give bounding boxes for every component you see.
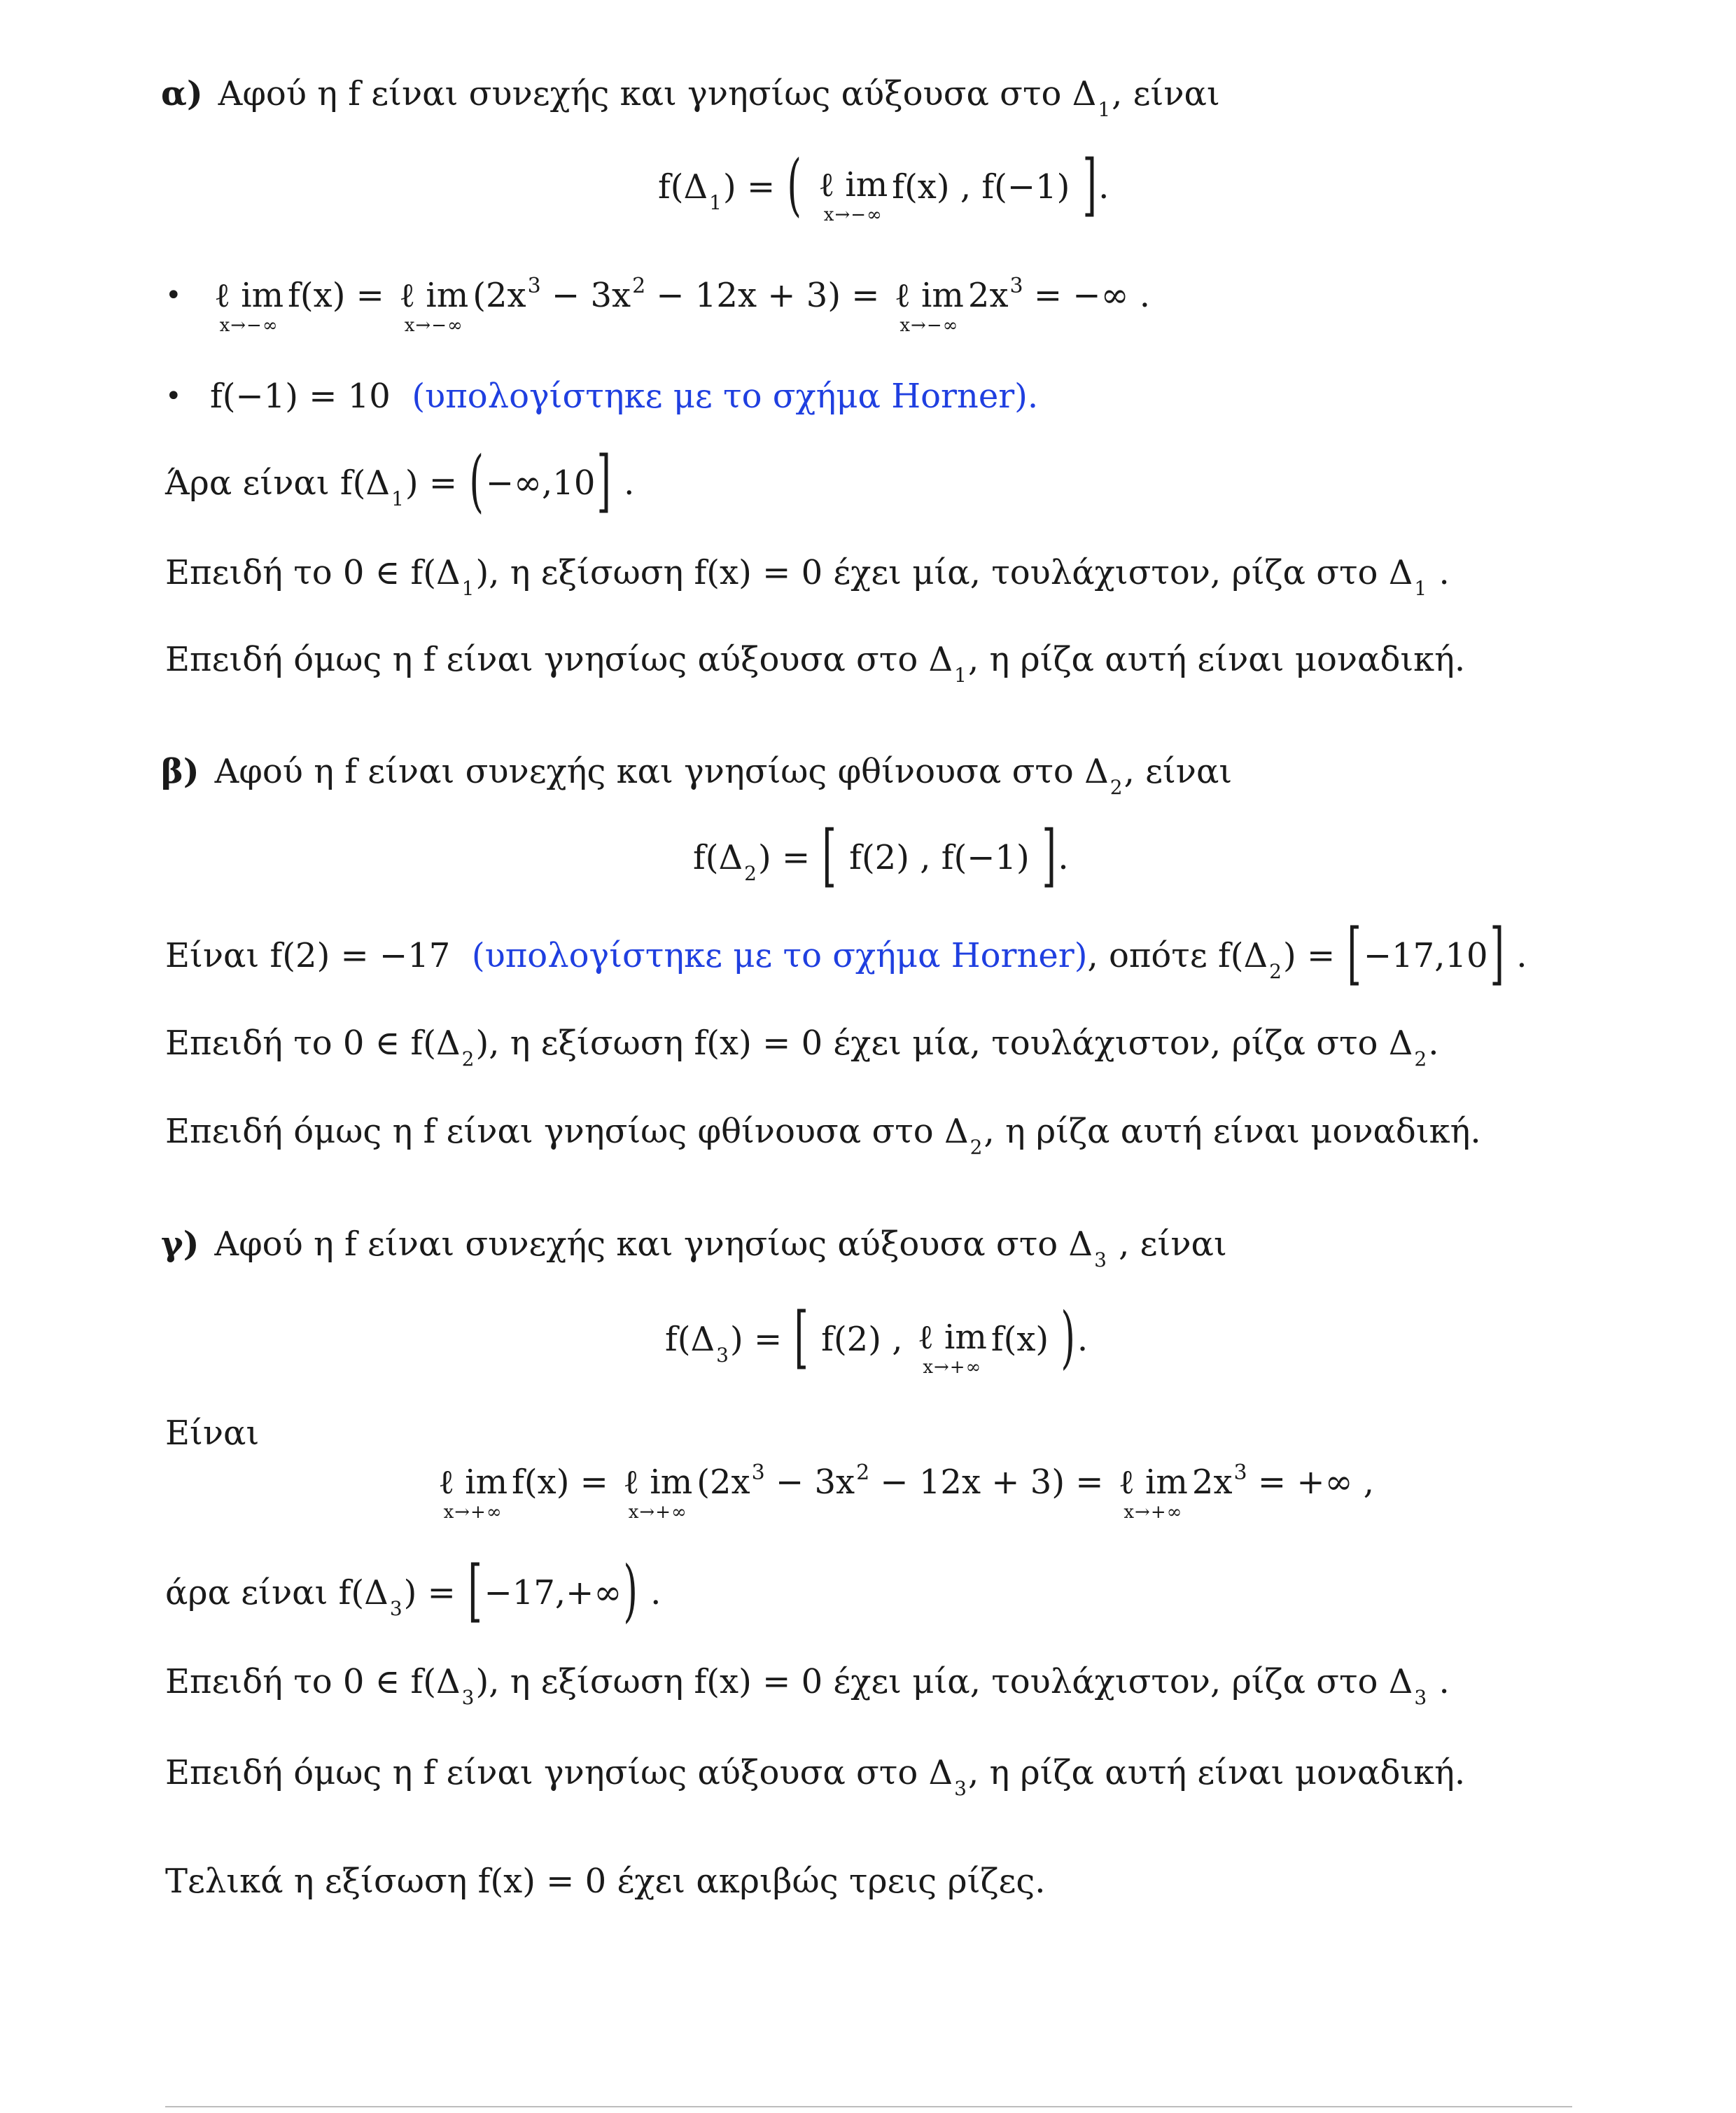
lim-under: x→+∞ xyxy=(628,1502,687,1523)
eq-rel: ) = xyxy=(729,1320,783,1359)
limit-expression xyxy=(438,1460,508,1523)
sub: 2 xyxy=(461,1047,475,1071)
lead-term: 2x xyxy=(967,276,1009,315)
lim-under: x→−∞ xyxy=(404,315,463,336)
final-conclusion: Τελικά η εξίσωση f(x) = 0 έχει ακριβώς τρεις ρίζες. xyxy=(165,1862,1046,1901)
close-paren: ) xyxy=(1060,1298,1076,1376)
lim-word: ℓ im xyxy=(399,276,469,315)
sub: 2 xyxy=(1269,960,1282,983)
exp-3: 3 xyxy=(1009,274,1023,298)
open-bracket: [ xyxy=(794,1298,809,1376)
lim-under: x→+∞ xyxy=(443,1502,503,1523)
text: άρα είναι f(Δ xyxy=(165,1573,388,1612)
exp-2: 2 xyxy=(632,274,646,298)
sub: 3 xyxy=(1414,1686,1427,1709)
open-bracket: [ xyxy=(822,816,837,895)
sub: 1 xyxy=(391,487,404,510)
text: Επειδή το 0 ∈ f(Δ xyxy=(165,553,461,592)
limit-expression xyxy=(894,273,964,336)
close-bracket: ] xyxy=(1042,816,1056,895)
eq-end: . xyxy=(1058,838,1069,877)
part-c-bolzano-line xyxy=(165,1659,1450,1709)
limit-expression xyxy=(623,1460,693,1523)
lim-under: x→−∞ xyxy=(823,204,883,225)
part-b-equation-range xyxy=(693,816,1069,895)
sub: 3 xyxy=(954,1777,967,1800)
rel: ) = xyxy=(1282,936,1336,975)
part-b-intro-end: , είναι xyxy=(1124,752,1233,791)
sub: 1 xyxy=(461,577,475,600)
part-a-intro-sub: 1 xyxy=(1098,98,1111,121)
limit-expression xyxy=(214,273,284,336)
close-bracket: ] xyxy=(1082,146,1097,224)
end: . xyxy=(1438,553,1450,592)
page-footer-rule xyxy=(165,2106,1572,2107)
rel: ) = xyxy=(403,1573,456,1612)
part-c-intro-text: Αφού η f είναι συνεχής και γνησίως αύξουσα στο Δ xyxy=(214,1225,1093,1264)
part-c-limit-line xyxy=(434,1460,1375,1523)
poly-a: (2x xyxy=(472,276,526,315)
horner-note: (υπολογίστηκε με το σχήμα Horner). xyxy=(412,377,1039,416)
lim-word: ℓ im xyxy=(438,1463,508,1502)
lim-arg: f(x) = xyxy=(288,276,384,315)
eq-lhs: f(Δ xyxy=(665,1320,715,1359)
sub: 3 xyxy=(389,1597,402,1620)
end: . xyxy=(624,463,635,503)
lim-under: x→+∞ xyxy=(923,1357,982,1378)
lim-word: ℓ im xyxy=(917,1318,987,1357)
part-b-unique-line xyxy=(165,1109,1481,1159)
open-bracket: [ xyxy=(468,1551,483,1630)
open-bracket: [ xyxy=(1347,914,1362,993)
part-a-label: α) xyxy=(161,74,203,113)
lim-under: x→+∞ xyxy=(1124,1502,1183,1523)
end: . xyxy=(1516,936,1527,975)
part-a-equation-range xyxy=(658,146,1110,225)
lim-under: x→−∞ xyxy=(899,315,959,336)
rel: ) = xyxy=(405,463,458,503)
text: ), η εξίσωση f(x) = 0 έχει μία, τουλάχιστον, ρίζα στο Δ xyxy=(475,1662,1413,1701)
separator: , xyxy=(960,167,972,207)
poly-a: (2x xyxy=(696,1463,750,1502)
eq-sub: 2 xyxy=(744,862,757,885)
end: . xyxy=(1438,1662,1450,1701)
text: Επειδή το 0 ∈ f(Δ xyxy=(165,1662,461,1701)
lim-word: ℓ im xyxy=(623,1463,693,1502)
text: Επειδή όμως η f είναι γνησίως φθίνουσα στο Δ xyxy=(165,1112,969,1151)
part-c-intro-end: , είναι xyxy=(1119,1225,1227,1264)
part-c-equation-range xyxy=(665,1298,1088,1378)
close-bracket: ] xyxy=(596,442,612,520)
part-c-intro xyxy=(161,1222,1227,1271)
text: Επειδή όμως η f είναι γνησίως αύξουσα στο Δ xyxy=(165,1753,953,1792)
limit-expression xyxy=(1118,1460,1188,1523)
limit-result: = +∞ , xyxy=(1247,1463,1375,1502)
poly-b: − 3x xyxy=(540,276,631,315)
bullet-icon: • xyxy=(165,380,182,412)
text: , η ρίζα αυτή είναι μοναδική. xyxy=(967,1753,1466,1792)
limit-expression xyxy=(917,1315,987,1378)
part-a-bolzano-line xyxy=(165,550,1450,600)
sub: 2 xyxy=(1414,1047,1427,1071)
sub: 3 xyxy=(461,1686,475,1709)
sub: 1 xyxy=(1414,577,1427,600)
part-b-intro-sub: 2 xyxy=(1110,776,1123,799)
lim-arg: f(x) xyxy=(990,1320,1049,1359)
limit-expression xyxy=(818,162,888,223)
lim-arg: f(x) xyxy=(892,167,950,207)
lim-word: ℓ im xyxy=(1118,1463,1188,1502)
interval: −17,10 xyxy=(1363,936,1488,975)
lim-word: ℓ im xyxy=(894,276,964,315)
part-a-intro-text: Αφού η f είναι συνεχής και γνησίως αύξουσα στο Δ xyxy=(218,74,1097,113)
horner-note: (υπολογίστηκε με το σχήμα Horner) xyxy=(471,936,1088,975)
lim-word: ℓ im xyxy=(818,165,888,204)
text: Επειδή όμως η f είναι γνησίως αύξουσα στο Δ xyxy=(165,640,953,679)
part-c-label: γ) xyxy=(161,1225,200,1264)
part-b-intro-text: Αφού η f είναι συνεχής και γνησίως φθίνουσα στο Δ xyxy=(214,752,1109,791)
eq-end: . xyxy=(1098,167,1110,207)
part-c-unique-line xyxy=(165,1750,1465,1800)
poly-c: − 12x + 3) = xyxy=(869,1463,1104,1502)
exp-2: 2 xyxy=(856,1460,870,1485)
lead-term: 2x xyxy=(1191,1463,1233,1502)
part-a-intro xyxy=(161,71,1220,121)
interval: −∞,10 xyxy=(485,463,596,503)
eq-rel: ) = xyxy=(757,838,811,877)
bullet-icon: • xyxy=(165,279,182,312)
left-endpoint: f(2) , xyxy=(821,1320,903,1359)
eq-rel: ) = xyxy=(722,167,776,207)
part-b-bolzano-line xyxy=(165,1021,1438,1071)
open-paren: ( xyxy=(787,146,802,224)
text: Επειδή το 0 ∈ f(Δ xyxy=(165,1024,461,1063)
text: ), η εξίσωση f(x) = 0 έχει μία, τουλάχιστον, ρίζα στο Δ xyxy=(475,553,1413,592)
part-a-intro-end: , είναι xyxy=(1112,74,1220,113)
close-bracket: ] xyxy=(1489,914,1504,993)
end: . xyxy=(650,1573,662,1612)
text: , η ρίζα αυτή είναι μοναδική. xyxy=(967,640,1466,679)
sub: 2 xyxy=(969,1136,983,1159)
lim-word: ℓ im xyxy=(214,276,284,315)
exp-3: 3 xyxy=(1233,1460,1247,1485)
eq-sub: 3 xyxy=(716,1344,729,1367)
sub: 1 xyxy=(954,664,967,687)
part-b-value-line xyxy=(165,914,1527,993)
eq-end: . xyxy=(1077,1320,1088,1359)
exp-3: 3 xyxy=(751,1460,765,1485)
eq-lhs: f(Δ xyxy=(693,838,743,877)
text: , η ρίζα αυτή είναι μοναδική. xyxy=(983,1112,1481,1151)
eq-sub: 1 xyxy=(709,191,722,214)
close-paren: ) xyxy=(623,1551,638,1630)
text: Είναι f(2) = −17 xyxy=(165,936,451,975)
text: , οπότε f(Δ xyxy=(1087,936,1268,975)
part-c-einai: Είναι xyxy=(165,1414,260,1453)
value-text: f(−1) = 10 xyxy=(210,377,391,416)
lim-arg: f(x) = xyxy=(512,1463,608,1502)
limit-expression xyxy=(399,273,469,336)
part-a-bullet-value xyxy=(210,374,1038,419)
part-a-bullet-limit xyxy=(210,273,1151,336)
interval: −17,+∞ xyxy=(484,1573,622,1612)
poly-b: − 3x xyxy=(764,1463,855,1502)
eq-body: f(2) , f(−1) xyxy=(849,838,1030,877)
part-c-conclusion xyxy=(165,1551,662,1630)
text: ), η εξίσωση f(x) = 0 έχει μία, τουλάχιστον, ρίζα στο Δ xyxy=(475,1024,1413,1063)
poly-c: − 12x + 3) = xyxy=(645,276,880,315)
part-a-conclusion xyxy=(165,442,635,520)
exp-3: 3 xyxy=(527,274,541,298)
part-b-label: β) xyxy=(161,752,200,791)
limit-result: = −∞ . xyxy=(1023,276,1151,315)
text: Άρα είναι f(Δ xyxy=(165,463,391,503)
part-b-intro xyxy=(161,749,1232,799)
open-paren: ( xyxy=(469,442,484,520)
end: . xyxy=(1428,1024,1439,1063)
part-a-unique-line xyxy=(165,637,1465,687)
part-c-intro-sub: 3 xyxy=(1094,1248,1107,1271)
eq-lhs: f(Δ xyxy=(658,167,708,207)
right-endpoint: f(−1) xyxy=(981,167,1070,207)
lim-under: x→−∞ xyxy=(219,315,279,336)
